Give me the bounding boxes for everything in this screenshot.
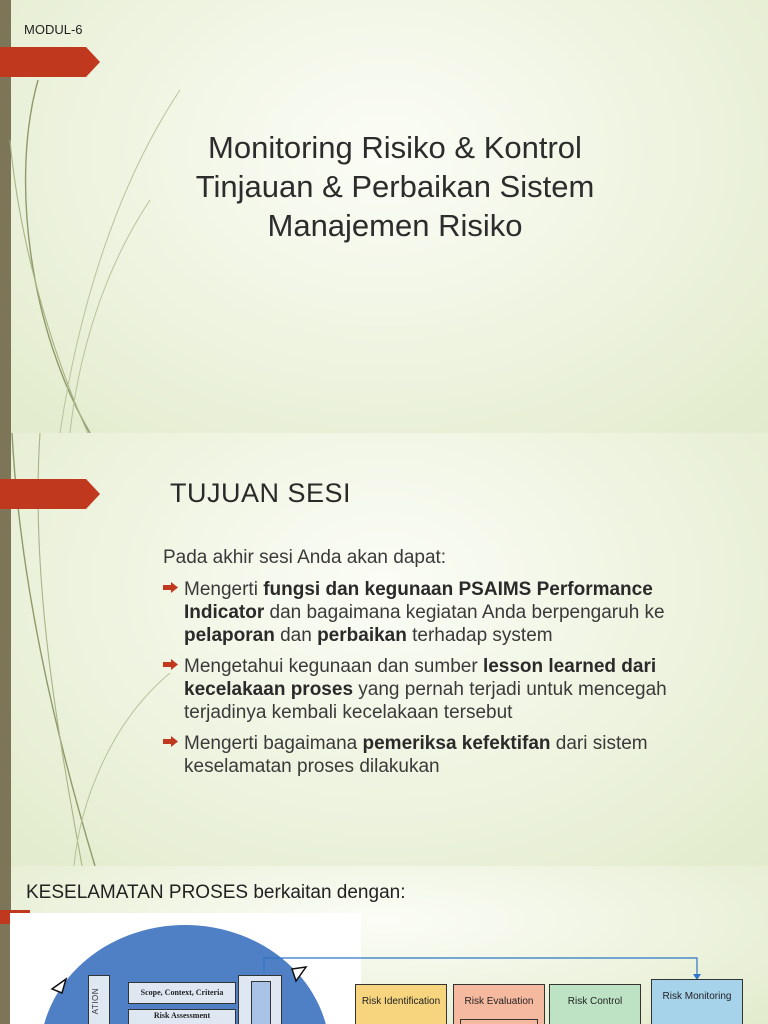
emphasis-text: lesson learned dari kecelakaan proses (184, 656, 657, 700)
body-text: dan (274, 625, 318, 646)
body-text: Mengerti bagaimana (184, 733, 363, 754)
risk-management-diagram (10, 913, 361, 1024)
section-title: KESELAMATAN PROSES berkaitan dengan: (26, 882, 406, 903)
risk-evaluation-inner (460, 1019, 538, 1024)
monitoring-column (238, 975, 282, 1024)
body-text: dan bagaimana kegiatan Anda berpengaruh ke (264, 602, 665, 623)
title-line: Manajemen Risiko (267, 208, 523, 243)
emphasis-text: fungsi dan kegunaan PSAIMS Performance Indicator (184, 579, 653, 623)
modul-label: MODUL-6 (24, 22, 83, 37)
title-slide (0, 0, 768, 433)
monitoring-inner (251, 981, 271, 1024)
page-title (160, 128, 630, 245)
title-line: Tinjauan & Perbaikan Sistem (195, 169, 595, 204)
risk-control-box: Risk Control (549, 984, 641, 1024)
objective-item (163, 655, 723, 724)
emphasis-text: pemeriksa kefektifan (362, 733, 551, 754)
emphasis-text: perbaikan (317, 625, 407, 646)
section-title: TUJUAN SESI (170, 478, 352, 508)
emphasis-text: pelaporan (184, 625, 275, 646)
objectives-list (163, 578, 723, 786)
body-text: Mengetahui kegunaan dan sumber (184, 656, 483, 677)
arrow-bullet-icon (163, 659, 178, 670)
risk-monitoring-box: Risk Monitoring (651, 979, 743, 1024)
triangle-icon (288, 965, 308, 985)
intro-text: Pada akhir sesi Anda akan dapat: (163, 547, 447, 568)
body-text: yang pernah terjadi untuk mencegah terjadinya kembali kecelakaan tersebut (184, 679, 667, 723)
communication-column (88, 975, 110, 1024)
risk-evaluation-box (453, 984, 545, 1024)
assessment-box: Risk Assessment (128, 1009, 236, 1024)
objective-item (163, 732, 723, 778)
risk-identification-box: Risk Identification (355, 984, 447, 1024)
risk-evaluation-label: Risk Evaluation (464, 996, 534, 1007)
arrow-bullet-icon (163, 582, 178, 593)
section-tab-arrow (0, 479, 100, 509)
body-text: terhadap system (406, 625, 553, 646)
scope-box: Scope, Context, Criteria (128, 982, 236, 1004)
triangle-icon (50, 975, 70, 995)
objective-item (163, 578, 723, 647)
title-tab-arrow (0, 47, 100, 77)
column-label: ATION (91, 988, 100, 1015)
arrow-bullet-icon (163, 736, 178, 747)
body-text: dari sistem keselamatan proses dilakukan (184, 733, 648, 777)
title-line: Monitoring Risiko & Kontrol (208, 130, 582, 165)
body-text: Mengerti (184, 579, 264, 600)
